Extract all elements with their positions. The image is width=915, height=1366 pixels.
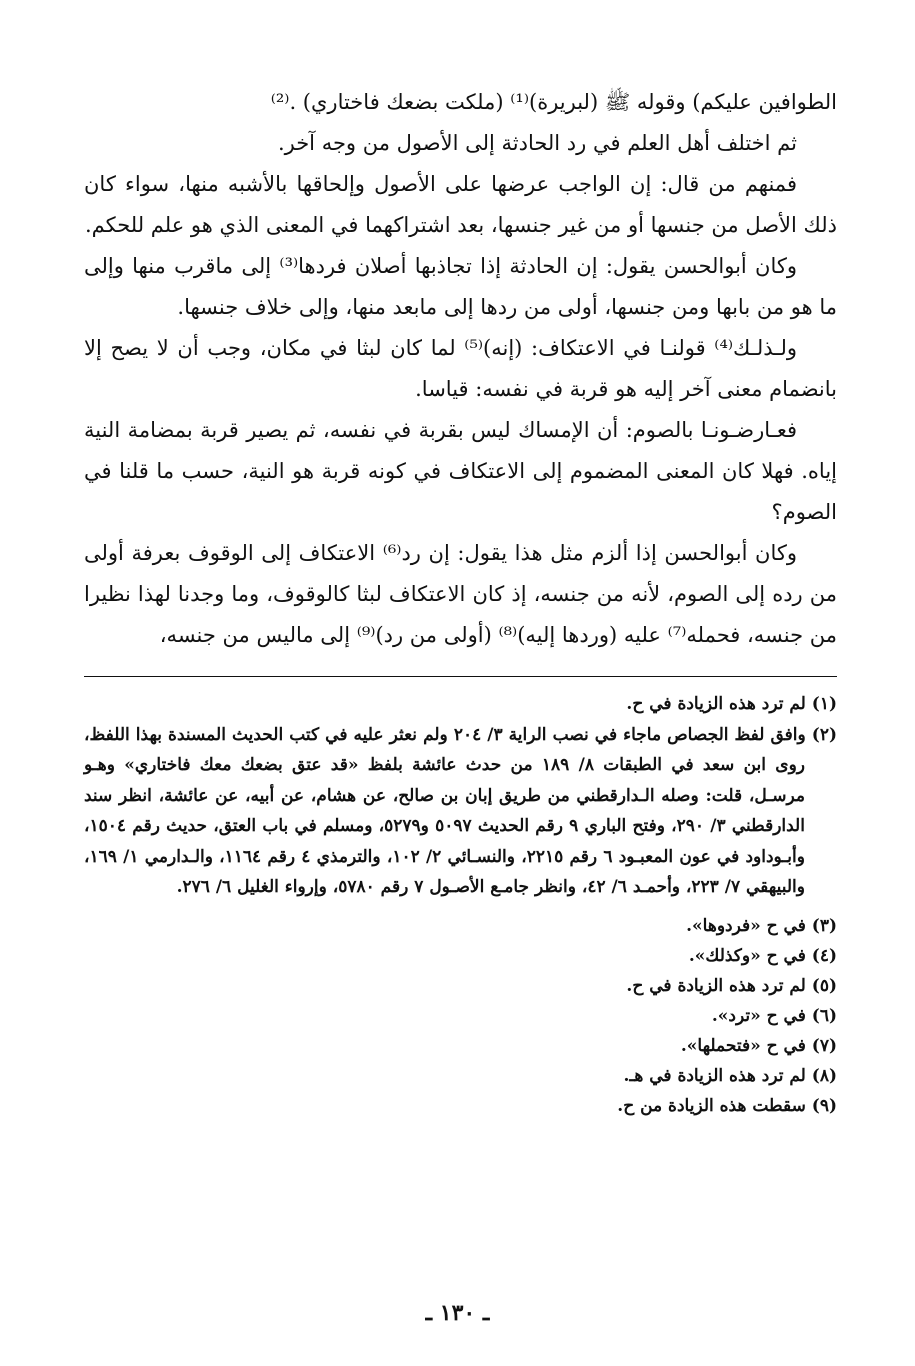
footnote-3: (٣) في ح «فردوها».	[686, 915, 837, 936]
short-footnotes	[84, 911, 837, 1121]
body-paragraph-4: وكان أبوالحسن يقول: إن الحادثة إذا تجاذبها أصلان فردها⁽³⁾ إلى ماقرب منها وإلى ما هو من بابها ومن جنسها، أولى من ردها إلى مابعد منها، وإلى خلاف جنسها.	[84, 254, 837, 319]
page-number: ـ ١٣٠ ـ	[425, 1300, 490, 1326]
footnote-6: (٦) في ح «ترد».	[711, 1005, 837, 1026]
footnote-4: (٤) في ح «وكذلك».	[688, 945, 837, 966]
body-paragraph-3: فمنهم من قال: إن الواجب عرضها على الأصول وإلحاقها بالأشبه منها، سواء كان ذلك الأصل من جنسها أو من غير جنسها، بعد اشتراكهما في المعنى الذي هو علم للحكم.	[84, 172, 837, 237]
footnote-9: (٩) سقطت هذه الزيادة من ح.	[617, 1095, 837, 1116]
footnote-2: (٢) وافق لفظ الجصاص ماجاء في نصب الراية ٣/ ٢٠٤ ولم نعثر عليه في كتب الحديث المسندة بهذا اللفظ، روى ابن سعد في الطبقات ٨/ ١٨٩ من حدث عائشة بلفظ «قد عتق بضعك معك فاختاري» وهـو مرسـل، قلت: وصله الـدارقطني من طريق إبان بن صالح، عن هشام، عن أبيه، عن عائشة، انظر سند الدارقطني ٣/ ٢٩٠، وفتح الباري ٩ رقم الحديث ٥٠٩٧ و٥٢٧٩، ومسلم في باب العتق، حديث رقم ١٥٠٤، وأبـوداود في عون المعبـود ٦ رقم ٢٢١٥، والنسـائي ٢/ ١٠٢، والترمذي ٤ رقم ١١٦٤، والـدارمي ١/ ١٦٩، والبيهقي ٧/ ٢٢٣، وأحمـد ٦/ ٤٢، وانظر جامـع الأصـول ٧ رقم ٥٧٨٠، وإرواء الغليل ٦/ ٢٧٦.	[84, 724, 837, 897]
footnote-8: (٨) لم ترد هذه الزيادة في هـ.	[623, 1065, 837, 1086]
main-text	[84, 82, 837, 656]
body-paragraph-6: فعـارضـونـا بالصوم: أن الإمساك ليس بقربة في نفسه، ثم يصير قربة بمضامة النية إياه. فهلا كان المعنى المضموم إلى الاعتكاف في كونه قربة هو النية، حسب ما قلنا في الصوم؟	[84, 418, 837, 524]
footnote-5: (٥) لم ترد هذه الزيادة في ح.	[626, 975, 837, 996]
body-paragraph-7: وكان أبوالحسن إذا ألزم مثل هذا يقول: إن رد⁽⁶⁾ الاعتكاف إلى الوقوف بعرفة أولى من رده إلى الصوم، لأنه من جنسه، إذ كان الاعتكاف لبثا كالوقوف، وما وجدنا لهذا نظيرا من جنسه، فحمله⁽⁷⁾ عليه (وردها إليه)⁽⁸⁾ (أولى من رد)⁽⁹⁾ إلى ماليس من جنسه،	[84, 541, 837, 647]
body-paragraph-2: ثم اختلف أهل العلم في رد الحادثة إلى الأصول من وجه آخر.	[277, 131, 797, 155]
body-paragraph-1: الطوافين عليكم) وقوله ﷺ (لبريرة)⁽¹⁾ (ملكت بضعك فاختاري) .⁽²⁾	[270, 90, 837, 114]
body-paragraph-5: ولـذلـك⁽⁴⁾ قولنـا في الاعتكاف: (إنه)⁽⁵⁾ لما كان لبثا في مكان، وجب أن لا يصح إلا بانضمام معنى آخر إليه هو قربة في نفسه: قياسا.	[84, 336, 837, 401]
footnotes	[84, 689, 837, 1121]
footnote-separator	[84, 676, 837, 677]
footnote-1: (١) لم ترد هذه الزيادة في ح.	[626, 694, 837, 714]
footnote-7: (٧) في ح «فتحملها».	[680, 1035, 837, 1056]
